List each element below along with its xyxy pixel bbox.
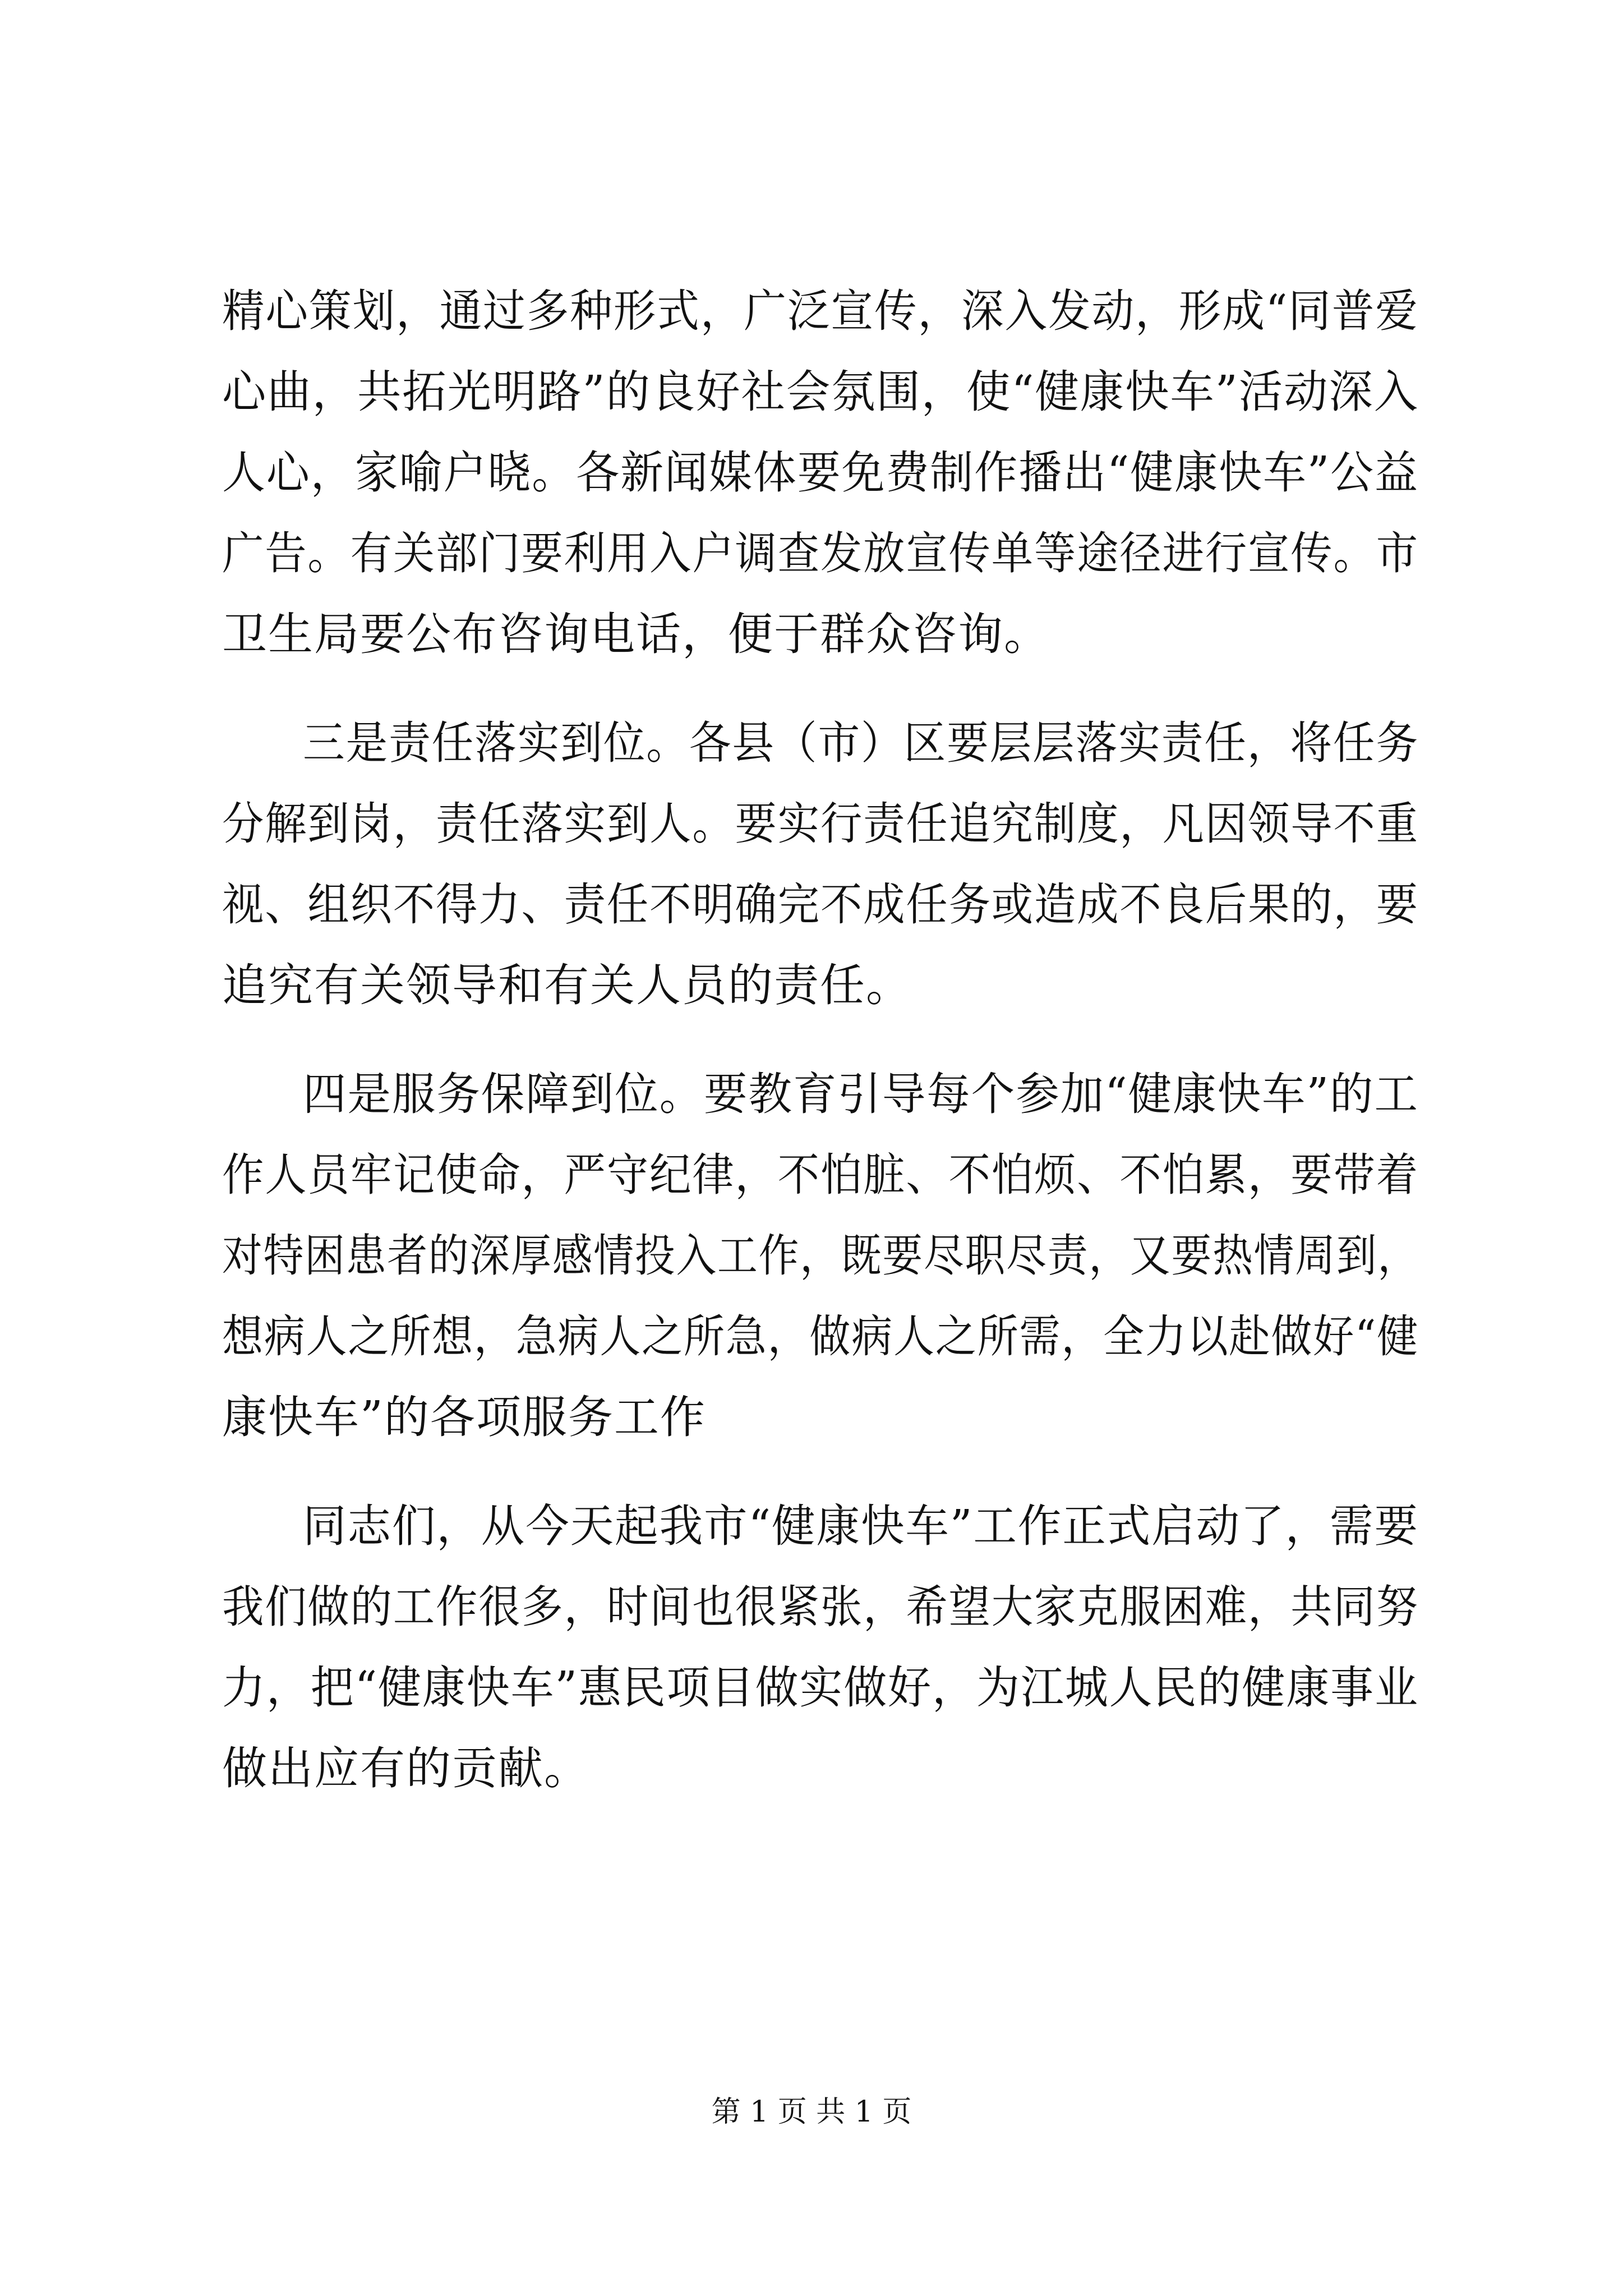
paragraph-1-line-1: 精心策划，通过多种形式，广泛宣传，深入发动，形成“同普爱 [222,285,1419,337]
paragraph-4-line-3: 力，把“健康快车”惠民项目做实做好，为江城人民的健康事业 [222,1662,1419,1714]
paragraph-3-line-5: 康快车”的各项服务工作 [222,1391,706,1443]
paragraph-3-line-4: 想病人之所想，急病人之所急，做病人之所需，全力以赴做好“健 [222,1310,1419,1363]
paragraph-4-line-2: 我们做的工作很多，时间也很紧张，希望大家克服困难，共同努 [222,1581,1419,1633]
paragraph-1-line-4: 广告。有关部门要利用入户调查发放宣传单等途径进行宣传。市 [222,527,1419,579]
paragraph-3-line-2: 作人员牢记使命，严守纪律，不怕脏、不怕烦、不怕累，要带着 [222,1149,1419,1201]
paragraph-4-line-4: 做出应有的贡献。 [222,1742,590,1795]
paragraph-1-line-3: 人心，家喻户晓。各新闻媒体要免费制作播出“健康快车”公益 [222,447,1419,499]
paragraph-3-line-1: 四是服务保障到位。要教育引导每个参加“健康快车”的工 [303,1068,1419,1120]
paragraph-2-line-3: 视、组织不得力、责任不明确完不成任务或造成不良后果的，要 [222,878,1419,931]
paragraph-2-line-2: 分解到岗，责任落实到人。要实行责任追究制度，凡因领导不重 [222,798,1419,850]
paragraph-1-line-5: 卫生局要公布咨询电话，便于群众咨询。 [222,608,1050,660]
paragraph-1-line-2: 心曲，共拓光明路”的良好社会氛围，使“健康快车”活动深入 [222,366,1419,418]
paragraph-2-line-1: 三是责任落实到位。各县（市）区要层层落实责任，将任务 [303,717,1419,769]
paragraph-2-line-4: 追究有关领导和有关人员的责任。 [222,959,912,1011]
paragraph-4-line-1: 同志们，从今天起我市“健康快车”工作正式启动了，需要 [303,1500,1419,1552]
page-footer: 第 1 页 共 1 页 [711,2095,912,2129]
paragraph-3-line-3: 对特困患者的深厚感情投入工作，既要尽职尽责，又要热情周到， [222,1230,1419,1282]
